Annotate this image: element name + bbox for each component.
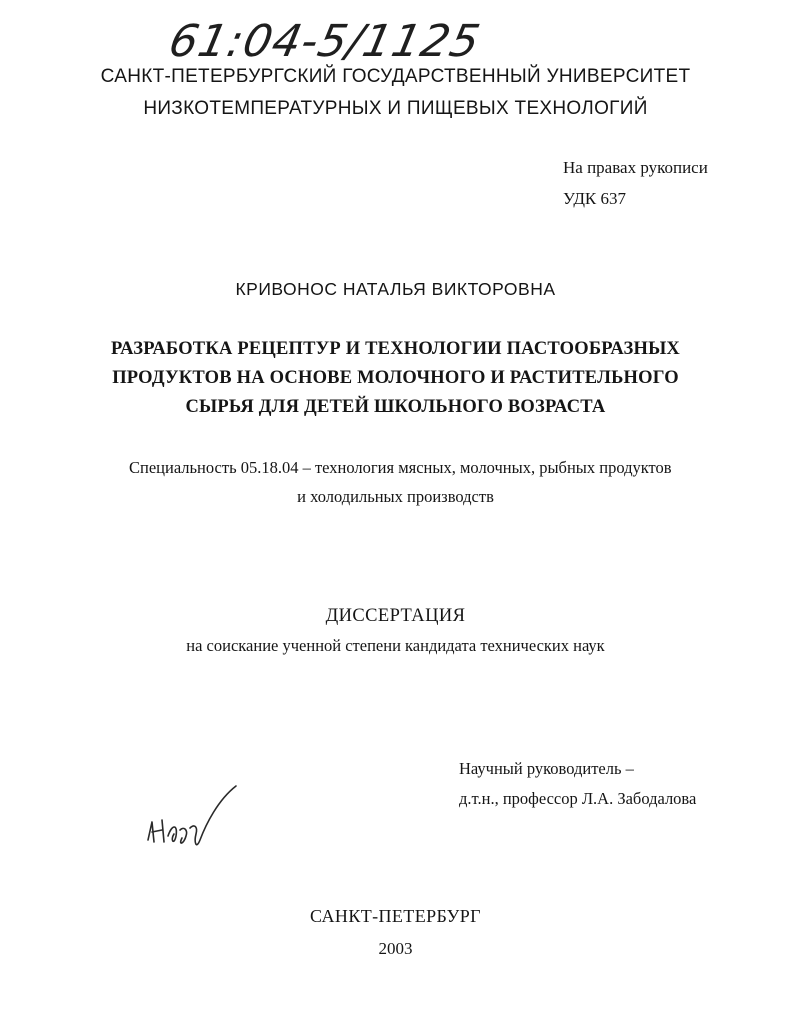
- title-line-2: ПРОДУКТОВ НА ОСНОВЕ МОЛОЧНОГО И РАСТИТЕЛЬНОГО: [112, 368, 679, 388]
- archive-stamp: 61:04-5/1125: [164, 16, 485, 67]
- handwritten-signature: [140, 780, 260, 880]
- university-line-1: САНКТ-ПЕТЕРБУРГСКИЙ ГОСУДАРСТВЕННЫЙ УНИВЕРСИТЕТ: [100, 66, 691, 87]
- year: 2003: [378, 939, 413, 958]
- title-line-1: РАЗРАБОТКА РЕЦЕПТУР И ТЕХНОЛОГИИ ПАСТООБРАЗНЫХ: [111, 339, 680, 359]
- udc-code: УДК 637: [563, 189, 627, 208]
- specialty-line-1: Специальность 05.18.04 – технология мясных, молочных, рыбных продуктов: [129, 458, 672, 477]
- city: САНКТ-ПЕТЕРБУРГ: [310, 906, 481, 926]
- degree-subtitle: на соискание ученной степени кандидата технических наук: [186, 636, 605, 655]
- advisor-name: д.т.н., профессор Л.А. Забодалова: [459, 789, 697, 808]
- university-line-2: НИЗКОТЕМПЕРАТУРНЫХ И ПИЩЕВЫХ ТЕХНОЛОГИЙ: [143, 98, 648, 119]
- dissertation-heading: ДИССЕРТАЦИЯ: [325, 606, 466, 626]
- advisor-label: Научный руководитель –: [459, 759, 634, 778]
- specialty-line-2: и холодильных производств: [297, 487, 494, 506]
- author-name: КРИВОНОС НАТАЛЬЯ ВИКТОРОВНА: [235, 279, 556, 299]
- rights-reserved: На правах рукописи: [563, 158, 708, 177]
- title-line-3: СЫРЬЯ ДЛЯ ДЕТЕЙ ШКОЛЬНОГО ВОЗРАСТА: [185, 397, 606, 417]
